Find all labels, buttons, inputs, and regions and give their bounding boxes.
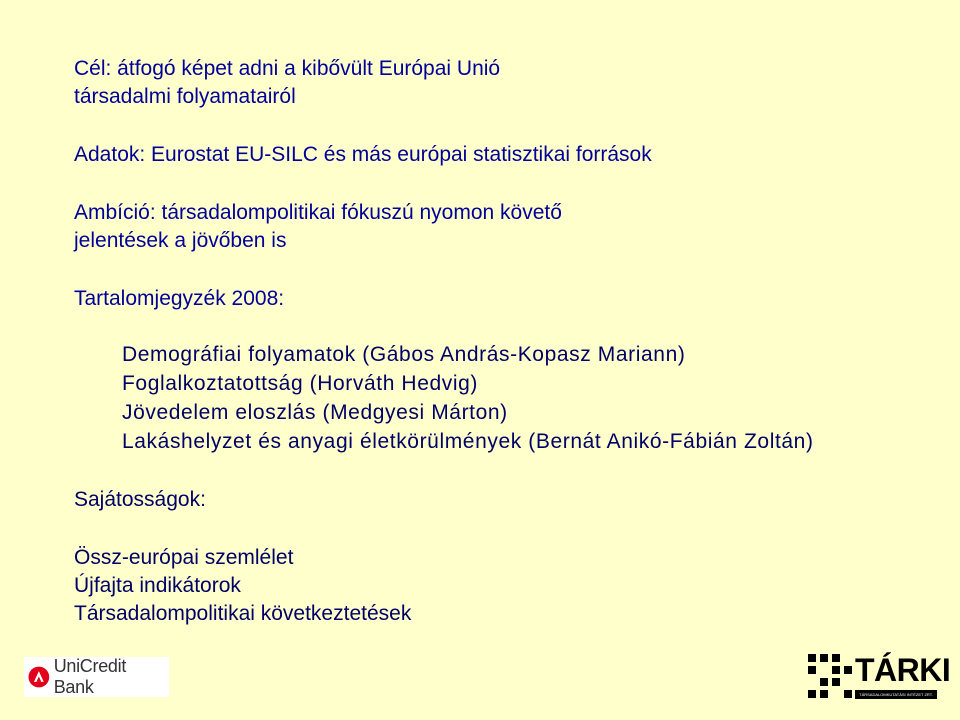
feature-item-indicators: Újfajta indikátorok [74,574,241,597]
toc-item-income: Jövedelem eloszlás (Medgyesi Márton) [122,401,508,424]
ambition-line-1: Ambíció: társadalompolitikai fókuszú nyomon követő [74,201,562,224]
goal-line-2: társadalmi folyamatairól [74,85,296,108]
unicredit-logo [24,657,169,697]
toc-item-demography: Demográfiai folyamatok (Gábos András-Kopasz Mariann) [122,343,686,366]
unicredit-logo-text: UniCredit Bank [53,656,127,697]
feature-item-conclusions: Társadalompolitikai következtetések [74,602,412,625]
feature-item-pan-european: Össz-európai szemlélet [74,546,294,569]
toc-item-employment: Foglalkoztatottság (Horváth Hedvig) [122,372,478,395]
toc-item-housing: Lakáshelyzet és anyagi életkörülmények (Bernát Anikó-Fábián Zoltán) [122,430,814,453]
goal-line-1: Cél: átfogó képet adni a kibővült Európai Unió [74,57,501,80]
ambition-line-2: jelentések a jövőben is [74,229,287,252]
tarki-logo-text: TÁRKI [855,652,951,688]
features-heading: Sajátosságok: [74,488,206,511]
tarki-pixel-icon [808,654,852,702]
data-sources: Adatok: Eurostat EU-SILC és más európai statisztikai források [74,143,652,166]
unicredit-emblem-icon [28,666,50,688]
tarki-logo [808,652,951,703]
tarki-logo-subtitle: TÁRSADALOMKUTATÁSI INTÉZET ZRT. [855,690,937,699]
toc-heading: Tartalomjegyzék 2008: [74,287,285,310]
